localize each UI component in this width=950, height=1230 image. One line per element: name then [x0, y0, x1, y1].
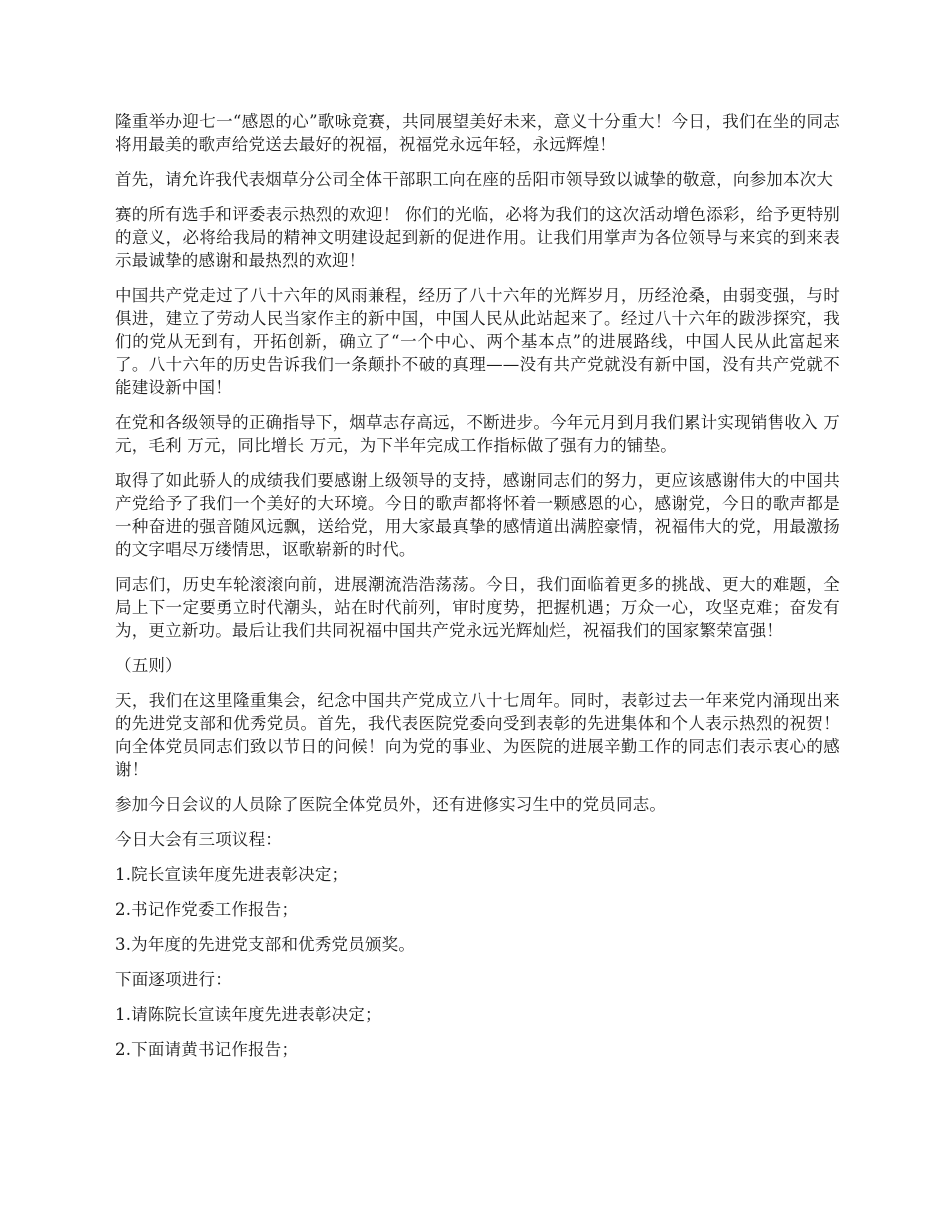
document-body — [115, 110, 840, 1073]
agenda-item: 3.为年度的先进党支部和优秀党员颁奖。 — [115, 935, 416, 954]
paragraph: 同志们，历史车轮滚滚向前，进展潮流浩浩荡荡。今日，我们面临着更多的挑战、更大的难题，全局上下一定要勇立时代潮头，站在时代前列，审时度势，把握机遇；万众一心，攻坚克难；奋发有为，更立新功。最后让我们共同祝福中国共产党永远光辉灿烂，祝福我们的国家繁荣富强！ — [115, 575, 840, 640]
paragraph: 隆重举办迎七一“感恩的心”歌咏竞赛，共同展望美好未来，意义十分重大！今日，我们在坐的同志将用最美的歌声给党送去最好的祝福，祝福党永远年轻，永远辉煌！ — [115, 112, 840, 154]
paragraph: 在党和各级领导的正确指导下，烟草志存高远，不断进步。今年元月到月我们累计实现销售收入 万元，毛利 万元，同比增长 万元，为下半年完成工作指标做了强有力的铺垫。 — [115, 413, 840, 455]
paragraph: 参加今日会议的人员除了医院全体党员外，还有进修实习生中的党员同志。 — [115, 795, 667, 814]
agenda-item: 2.下面请黄书记作报告； — [115, 1040, 299, 1059]
paragraph: 天，我们在这里隆重集会，纪念中国共产党成立八十七周年。同时，表彰过去一年来党内涌现出来的先进党支部和优秀党员。首先，我代表医院党委向受到表彰的先进集体和个人表示热烈的祝贺！向全体党员同志们致以节日的问候！向为党的事业、为医院的进展辛勤工作的同志们表示衷心的感谢！ — [115, 691, 840, 779]
paragraph: 中国共产党走过了八十六年的风雨兼程，经历了八十六年的光辉岁月，历经沧桑，由弱变强，与时俱进，建立了劳动人民当家作主的新中国，中国人民从此站起来了。经过八十六年的跋涉探究，我们的党从无到有，开拓创新，确立了“一个中心、两个基本点”的进展路线，中国人民从此富起来了。八十六年的历史告诉我们一条颠扑不破的真理——没有共产党就没有新中国，没有共产党就不能建设新中国！ — [115, 286, 840, 397]
paragraph: 下面逐项进行： — [115, 970, 232, 989]
agenda-heading: 今日大会有三项议程： — [115, 830, 282, 849]
agenda-item: 1.请陈院长宣读年度先进表彰决定； — [115, 1005, 382, 1024]
section-marker: （五则） — [115, 656, 182, 675]
agenda-item: 1.院长宣读年度先进表彰决定； — [115, 865, 349, 884]
paragraph: 首先，请允许我代表烟草分公司全体干部职工向在座的岳阳市领导致以诚挚的敬意，向参加本次大 — [115, 170, 834, 189]
paragraph: 取得了如此骄人的成绩我们要感谢上级领导的支持，感谢同志们的努力，更应该感谢伟大的中国共产党给予了我们一个美好的大环境。今日的歌声都将怀着一颗感恩的心，感谢党，今日的歌声都是一种奋进的强音随风远飘，送给党，用大家最真挚的感情道出满腔豪情，祝福伟大的党，用最激扬的文字唱尽万缕情思，讴歌崭新的时代。 — [115, 471, 840, 559]
paragraph: 赛的所有选手和评委表示热烈的欢迎！ 你们的光临，必将为我们的这次活动增色添彩，给予更特别的意义，必将给我局的精神文明建设起到新的促进作用。让我们用掌声为各位领导与来宾的到来表示最诚挚的感谢和最热烈的欢迎！ — [115, 205, 840, 270]
agenda-item: 2.书记作党委工作报告； — [115, 900, 299, 919]
